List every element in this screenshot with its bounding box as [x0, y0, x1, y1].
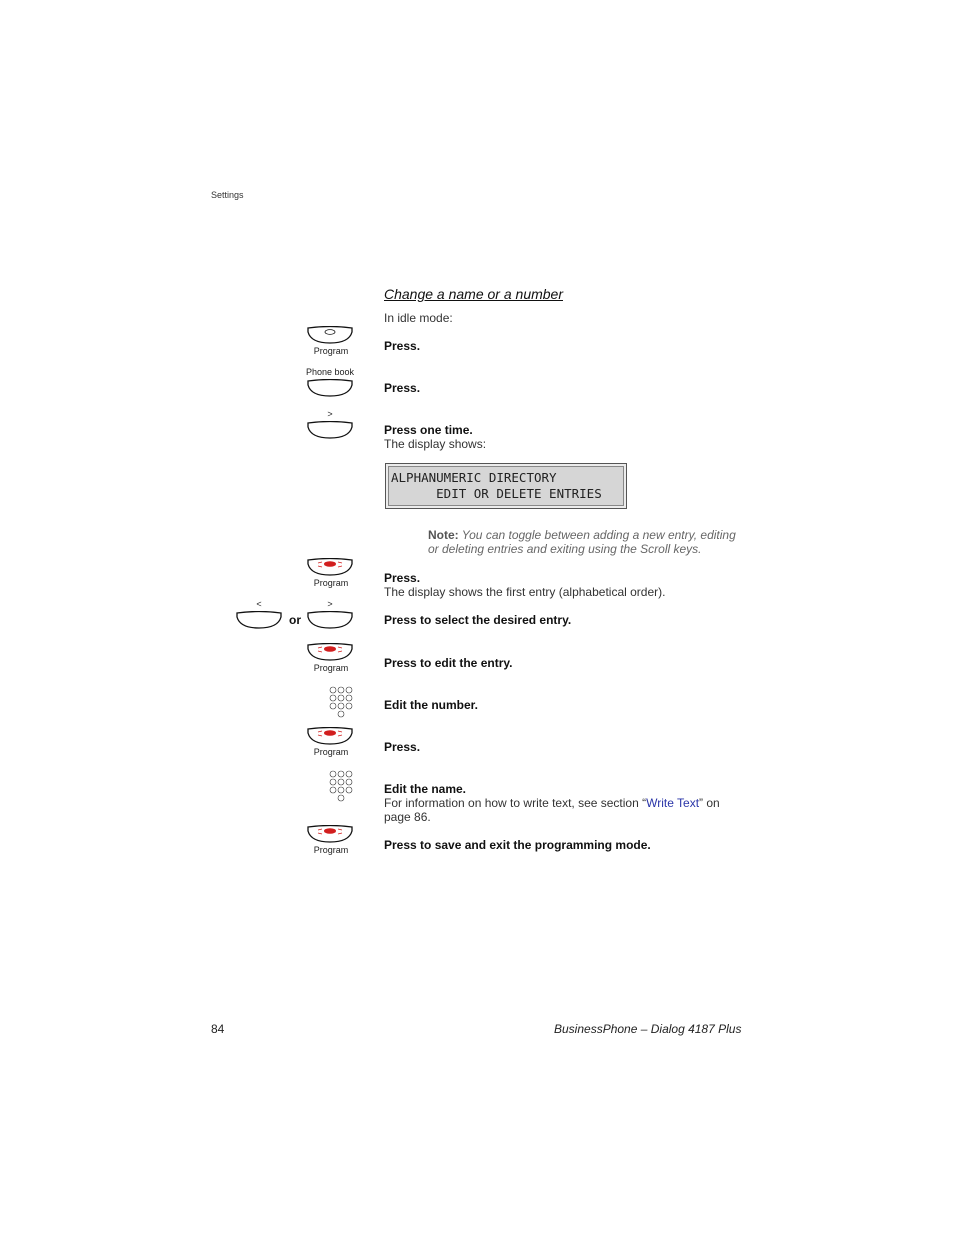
step-3-detail: The display shows:	[384, 437, 487, 451]
key-label-phone-book: Phone book	[305, 367, 355, 377]
display-line-1: ALPHANUMERIC DIRECTORY	[391, 470, 557, 485]
step-4-instruction: Press.	[384, 571, 421, 585]
scroll-left-key-icon	[236, 611, 282, 629]
step-10-instruction: Press to save and exit the programming mode.	[384, 838, 651, 852]
page-number: 84	[211, 1022, 225, 1036]
product-name: BusinessPhone – Dialog 4187 Plus	[554, 1022, 742, 1036]
program-key-lit-icon	[307, 727, 353, 745]
note-text: You can toggle between adding a new entry, editing or deleting entries and exiting using the Scroll keys.	[428, 528, 736, 556]
scroll-right-key-icon	[307, 421, 353, 439]
key-label-program: Program	[313, 346, 349, 356]
key-label-program: Program	[313, 663, 349, 673]
program-key-icon	[307, 326, 353, 344]
scroll-right-key-icon	[307, 611, 353, 629]
step-9-instruction: Edit the name.	[384, 782, 467, 796]
step-3-instruction: Press one time.	[384, 423, 473, 437]
key-label-program: Program	[313, 747, 349, 757]
display-line-2: EDIT OR DELETE ENTRIES	[391, 486, 602, 501]
key-label-left-arrow: <	[256, 599, 262, 609]
step-9-detail	[384, 796, 744, 824]
key-label-right-arrow: >	[327, 599, 333, 609]
section-title: Change a name or a number	[384, 286, 563, 302]
program-key-lit-icon	[307, 825, 353, 843]
phone-display	[385, 463, 627, 509]
write-text-link[interactable]: Write Text	[646, 796, 700, 810]
or-text: or	[289, 613, 301, 627]
key-label-right-arrow: >	[327, 409, 333, 419]
step-7-instruction: Edit the number.	[384, 698, 479, 712]
keypad-icon	[328, 686, 354, 720]
step-9-detail-after: ” on page 86.	[384, 796, 720, 824]
step-8-instruction: Press.	[384, 740, 421, 754]
step-9-detail-before: For information on how to write text, see section “	[384, 796, 647, 810]
keypad-icon	[328, 770, 354, 804]
note-label: Note:	[428, 528, 459, 542]
step-2-instruction: Press.	[384, 381, 421, 395]
program-key-lit-icon	[307, 643, 353, 661]
step-6-instruction: Press to edit the entry.	[384, 656, 513, 670]
running-header: Settings	[211, 190, 244, 200]
step-4-detail: The display shows the first entry (alphabetical order).	[384, 585, 666, 599]
note	[428, 528, 748, 556]
program-key-lit-icon	[307, 558, 353, 576]
key-label-program: Program	[313, 845, 349, 855]
intro-text: In idle mode:	[384, 311, 453, 325]
key-label-program: Program	[313, 578, 349, 588]
step-5-instruction: Press to select the desired entry.	[384, 613, 572, 627]
phone-book-key-icon	[307, 379, 353, 397]
step-1-instruction: Press.	[384, 339, 421, 353]
